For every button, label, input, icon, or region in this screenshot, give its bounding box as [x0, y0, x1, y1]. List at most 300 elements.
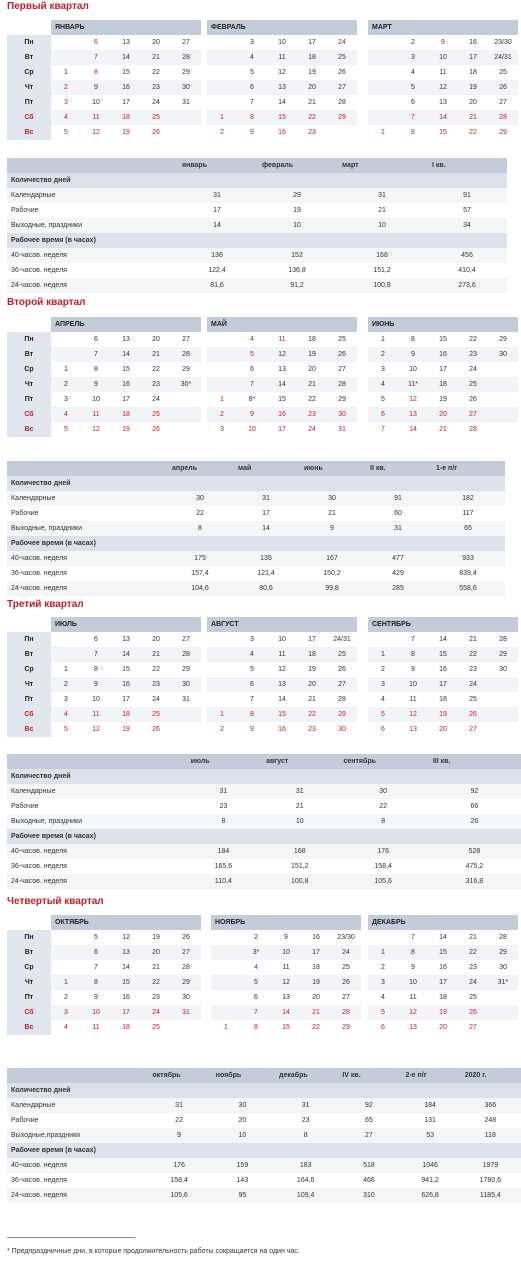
calendar-day: 2: [368, 347, 398, 362]
working-days-value: 22: [196, 510, 204, 517]
weekday-label: Сб: [7, 407, 51, 422]
month-name: АПРЕЛЬ: [51, 317, 201, 332]
row-label: Календарные: [7, 1098, 147, 1113]
calendar-day: 5: [94, 934, 98, 941]
column-header: IV кв.: [337, 1068, 400, 1083]
calendar-day: [211, 990, 241, 1005]
section-days-heading: Количество дней: [7, 769, 521, 784]
hours-24-value: 81,6: [177, 278, 257, 293]
calendar-day: [171, 392, 201, 407]
calendar-days-value: 30: [167, 491, 233, 506]
calendar-day: 4: [64, 1024, 68, 1031]
row-label: Выходные, праздники: [7, 218, 177, 233]
weekend-days-value: 10: [337, 218, 427, 233]
spacer: [201, 1005, 211, 1020]
calendar-days-value: 184: [400, 1098, 459, 1113]
calendar-day: [207, 377, 237, 392]
row-label: Календарные: [7, 491, 167, 506]
calendar-day: 7: [411, 636, 415, 643]
calendar-day: 28: [171, 50, 201, 65]
calendar-day: 23: [458, 347, 488, 362]
calendar-day: 11: [267, 50, 297, 65]
section-hours-heading: Рабочее время (в часах): [7, 829, 521, 844]
hours-24-value: 626,8: [400, 1188, 459, 1203]
column-header: сентябрь: [338, 754, 427, 769]
calendar-day: 21: [152, 964, 160, 971]
calendar-day: 10: [92, 696, 100, 703]
calendar-day: 18: [439, 696, 447, 703]
calendar-day: 14: [111, 647, 141, 662]
calendar-day: 5: [241, 975, 271, 990]
calendar-day: 12: [267, 347, 297, 362]
calendar-day: 3: [64, 396, 68, 403]
working-days-value: 17: [213, 207, 221, 214]
calendar-day: [207, 632, 237, 647]
calendar-day: 12: [398, 1005, 428, 1020]
calendar-day: 22: [458, 647, 488, 662]
working-days-value: 21: [295, 803, 304, 810]
calendar-day: [368, 95, 398, 110]
row-label: 36-часов. неделя: [11, 1177, 67, 1184]
spacer: [357, 662, 368, 677]
calendar-day: 20: [297, 677, 327, 692]
calendar-day: 2: [254, 934, 258, 941]
calendar-day: 18: [469, 69, 477, 76]
calendar-day: 12: [122, 934, 130, 941]
weekend-days-value: 65: [431, 521, 505, 536]
calendar-day: [211, 945, 241, 960]
calendar-day: 9: [398, 347, 428, 362]
calendar-day: 21: [141, 50, 171, 65]
hours-40-value: 167: [299, 551, 365, 566]
calendar-day: 19: [428, 707, 458, 722]
quarter-title: Первый квартал: [7, 1, 89, 12]
column-header: февраль: [257, 158, 337, 173]
calendar-day: 15: [428, 945, 458, 960]
calendar-day: 5: [381, 396, 385, 403]
calendar-day: 6: [94, 39, 98, 46]
calendar-grid: [7, 617, 518, 737]
weekend-days-value: 53: [400, 1128, 459, 1143]
row-label: 24-часов. неделя: [7, 874, 186, 889]
hours-24-value: 100,8: [337, 278, 427, 293]
calendar-day: 17: [428, 677, 458, 692]
calendar-day: 27: [327, 80, 357, 95]
calendar-day: 28: [488, 110, 518, 125]
calendar-day: 24/31: [488, 50, 518, 65]
calendar-days-value: 31: [147, 1098, 210, 1113]
hours-40-value: 136: [177, 248, 257, 263]
hours-40-value: 184: [186, 844, 261, 859]
calendar-day: 15: [122, 666, 130, 673]
spacer: [361, 1020, 368, 1035]
row-label: 36-часов. неделя: [11, 267, 67, 274]
calendar-day: 17: [439, 366, 447, 373]
hours-36-value: 157,4: [191, 570, 209, 577]
calendar-day: 21: [469, 636, 477, 643]
calendar-day: 30*: [171, 377, 201, 392]
weekday-label: Пт: [7, 692, 51, 707]
calendar-day: 16: [278, 726, 286, 733]
weekday-label: Вт: [7, 50, 51, 65]
calendar-day: 22: [297, 110, 327, 125]
calendar-day: 19: [428, 1005, 458, 1020]
hours-40-value: 176: [147, 1158, 210, 1173]
calendar-day: 10: [81, 1005, 111, 1020]
calendar-day: 1: [381, 129, 385, 136]
calendar-day: 2: [51, 677, 81, 692]
calendar-day: 6: [254, 994, 258, 1001]
calendar-day: 27: [469, 726, 477, 733]
calendar-day: 3: [64, 696, 68, 703]
row-label: 36-часов. неделя: [11, 863, 67, 870]
hours-24-value: 104,6: [167, 581, 233, 596]
spacer: [361, 930, 368, 945]
calendar-day: [171, 125, 201, 140]
calendar-day: 12: [409, 396, 417, 403]
hours-40-value: 135: [233, 551, 299, 566]
spacer: [361, 960, 368, 975]
calendar-day: [51, 930, 81, 945]
working-days-value: 17: [262, 510, 270, 517]
calendar-day: 16: [428, 347, 458, 362]
section-hours-heading: Рабочее время (в часах): [7, 233, 507, 248]
hours-36-value: 122,4: [208, 267, 226, 274]
spacer: [357, 65, 368, 80]
calendar-days-value: 182: [431, 491, 505, 506]
calendar-day: [51, 945, 81, 960]
hours-24-value: 109,4: [274, 1188, 337, 1203]
calendar-day: [211, 960, 241, 975]
calendar-day: 20: [312, 994, 320, 1001]
month-name: МАРТ: [368, 20, 518, 35]
row-label: Выходные,праздники: [7, 1128, 147, 1143]
footnote: * Предпраздничные дни, в которые продолжительность работы сокращается на один час.: [7, 1248, 300, 1255]
calendar-day: 22: [469, 336, 477, 343]
hours-40-value: 518: [337, 1158, 400, 1173]
calendar-day: 9: [81, 80, 111, 95]
section-hours-heading: Рабочее время (в часах): [7, 536, 505, 551]
row-label: Рабочие: [11, 207, 39, 214]
spacer: [357, 110, 368, 125]
hours-36-value: 941,2: [421, 1177, 439, 1184]
calendar-day: 17: [428, 975, 458, 990]
spacer: [357, 125, 368, 140]
calendar-day: 18: [111, 110, 141, 125]
calendar-day: 12: [92, 426, 100, 433]
calendar-day: 3: [381, 366, 385, 373]
calendar-day: 24: [469, 366, 477, 373]
calendar-day: 23: [469, 964, 477, 971]
calendar-day: 22: [297, 707, 327, 722]
calendar-grid: [7, 317, 518, 437]
calendar-day: 3: [368, 975, 398, 990]
calendar-grid: [7, 915, 518, 1035]
calendar-day: [488, 422, 518, 437]
calendar-day: 22: [458, 945, 488, 960]
calendar-day: 26: [331, 975, 361, 990]
calendar-day: [51, 960, 81, 975]
calendar-day: 27: [182, 636, 190, 643]
hours-36-value: 410,4: [458, 267, 476, 274]
column-header: апрель: [167, 461, 233, 476]
calendar-day: 13: [111, 945, 141, 960]
calendar-day: 5: [368, 707, 398, 722]
calendar-day: 18: [111, 707, 141, 722]
calendar-day: 30: [338, 726, 346, 733]
calendar-day: [207, 362, 237, 377]
calendar-days-value: 31: [186, 784, 261, 799]
hours-24-value: 110,4: [186, 874, 261, 889]
hours-24-value: 80,6: [233, 581, 299, 596]
hours-40-value: 477: [365, 551, 431, 566]
calendar-day: 6: [381, 726, 385, 733]
column-header: 1-е п/г: [431, 461, 505, 476]
weekday-label: Сб: [7, 707, 51, 722]
calendar-day: 20: [439, 726, 447, 733]
row-label: 36-часов. неделя: [11, 570, 67, 577]
calendar-day: 24: [338, 39, 346, 46]
hours-40-value: 168: [261, 844, 338, 859]
calendar-day: 19: [122, 726, 130, 733]
calendar-day: 23: [141, 377, 171, 392]
row-label: 40-часов. неделя: [7, 844, 186, 859]
month-name: НОЯБРЬ: [211, 915, 361, 930]
working-days-value: 23: [219, 803, 228, 810]
calendar-day: 26: [152, 726, 160, 733]
calendar-day: 28: [182, 964, 190, 971]
calendar-day: 28: [171, 647, 201, 662]
calendar-day: 17: [308, 39, 316, 46]
column-header: ноябрь: [211, 1068, 274, 1083]
calendar-day: [207, 692, 237, 707]
weekend-days-value: 10: [261, 814, 338, 829]
calendar-day: 9: [81, 677, 111, 692]
calendar-day: [51, 50, 81, 65]
calendar-day: 4: [51, 407, 81, 422]
calendar-day: 20: [152, 636, 160, 643]
spacer: [357, 95, 368, 110]
calendar-day: 14: [439, 934, 447, 941]
calendar-day: [171, 407, 201, 422]
hours-24-value: 1185,4: [460, 1188, 521, 1203]
calendar-day: 13: [278, 366, 286, 373]
hours-24-value: 105,6: [338, 874, 427, 889]
calendar-day: [368, 65, 398, 80]
calendar-day: 27: [182, 39, 190, 46]
weekday-label: Вс: [7, 1020, 51, 1035]
calendar-day: 28: [469, 426, 477, 433]
calendar-day: 10: [92, 99, 100, 106]
calendar-day: 10: [248, 426, 256, 433]
working-days-value: 57: [463, 207, 471, 214]
calendar-day: [488, 1005, 518, 1020]
calendar-days-value: 92: [428, 784, 521, 799]
calendar-day: 16: [439, 964, 447, 971]
calendar-day: 10: [278, 636, 286, 643]
calendar-day: 8: [237, 110, 267, 125]
month-name: СЕНТЯБРЬ: [368, 617, 518, 632]
calendar-day: 22: [141, 975, 171, 990]
spacer: [357, 35, 368, 50]
calendar-day: 22: [308, 396, 316, 403]
calendar-day: 19: [301, 975, 331, 990]
calendar-day: 15: [122, 366, 130, 373]
calendar-day: 16: [469, 39, 477, 46]
weekday-label: Пн: [7, 930, 51, 945]
calendar-day: 25: [141, 707, 171, 722]
calendar-day: 16: [312, 934, 320, 941]
calendar-day: 15: [267, 110, 297, 125]
working-days-value: 21: [378, 207, 386, 214]
hours-36-value: 475,2: [465, 863, 484, 870]
column-header: 2-е п/г: [400, 1068, 459, 1083]
calendar-day: 9: [411, 964, 415, 971]
calendar-day: [211, 1005, 241, 1020]
calendar-day: 4: [237, 647, 267, 662]
spacer: [201, 1020, 211, 1035]
calendar-day: 8: [237, 707, 267, 722]
calendar-days-value: 30: [338, 784, 427, 799]
calendar-day: 20: [428, 407, 458, 422]
calendar-day: 11: [278, 336, 286, 343]
calendar-day: 23/30: [337, 934, 355, 941]
calendar-day: 11: [409, 696, 417, 703]
row-label: Календарные: [7, 784, 186, 799]
calendar-day: [171, 422, 201, 437]
calendar-day: 2: [381, 964, 385, 971]
hours-40-value: 1046: [400, 1158, 459, 1173]
calendar-day: 24: [152, 396, 160, 403]
calendar-day: 24/31: [333, 636, 351, 643]
calendar-day: 6: [368, 407, 398, 422]
quarter-title: Второй квартал: [7, 297, 86, 308]
spacer: [357, 362, 368, 377]
calendar-days-value: 30: [211, 1098, 274, 1113]
column-header: декабрь: [274, 1068, 337, 1083]
calendar-day: [207, 80, 237, 95]
calendar-day: 3: [250, 636, 254, 643]
calendar-day: 9: [94, 994, 98, 1001]
calendar-day: 8: [94, 366, 98, 373]
calendar-day: 26: [338, 69, 346, 76]
calendar-day: 26: [152, 129, 160, 136]
calendar-day: 8: [254, 1024, 258, 1031]
weekday-label: Вт: [7, 945, 51, 960]
calendar-day: 4: [381, 696, 385, 703]
hours-24-value: 273,6: [427, 278, 507, 293]
calendar-day: 14: [428, 110, 458, 125]
hours-24-value: 105,6: [147, 1188, 210, 1203]
calendar-day: 21: [308, 99, 316, 106]
weekend-days-value: 118: [460, 1128, 521, 1143]
working-days-value: 23: [301, 1117, 310, 1124]
month-name: МАЙ: [207, 317, 357, 332]
calendar-day: 4: [250, 336, 254, 343]
column-header: июль: [186, 754, 261, 769]
calendar-day: 16: [278, 129, 286, 136]
calendar-day: 10: [271, 945, 301, 960]
calendar-day: 3: [51, 1005, 81, 1020]
calendar-day: 9: [250, 129, 254, 136]
weekend-days-value: 34: [427, 218, 507, 233]
calendar-day: 4: [51, 707, 81, 722]
calendar-day: [368, 80, 398, 95]
quarter-summary-table: [7, 1068, 521, 1203]
calendar-day: 28: [338, 99, 346, 106]
spacer: [357, 347, 368, 362]
calendar-day: 23/30: [494, 39, 512, 46]
calendar-day: 24: [458, 677, 488, 692]
calendar-day: [207, 677, 237, 692]
spacer: [361, 990, 368, 1005]
calendar-day: 11: [267, 647, 297, 662]
calendar-days-value: 31: [274, 1098, 337, 1113]
calendar-day: 26: [458, 707, 488, 722]
hours-40-value: 152: [257, 248, 337, 263]
hours-36-value: 1780,6: [479, 1177, 502, 1184]
calendar-day: 3: [368, 677, 398, 692]
calendar-day: 25: [141, 110, 171, 125]
calendar-day: 7: [381, 426, 385, 433]
calendar-day: 18: [297, 50, 327, 65]
calendar-day: [368, 35, 398, 50]
calendar-day: 1: [64, 69, 68, 76]
spacer: [357, 377, 368, 392]
calendar-day: 22: [152, 666, 160, 673]
calendar-days-value: 92: [337, 1098, 400, 1113]
calendar-day: 17: [111, 1005, 141, 1020]
hours-40-value: 183: [274, 1158, 337, 1173]
weekday-label: Ср: [7, 65, 51, 80]
calendar-day: 31: [182, 696, 190, 703]
calendar-day: 1: [224, 1024, 228, 1031]
calendar-day: 2: [220, 726, 224, 733]
spacer: [357, 617, 368, 632]
column-header: март: [337, 158, 427, 173]
spacer: [201, 990, 211, 1005]
calendar-day: [488, 392, 518, 407]
quarter-title: Третий квартал: [7, 599, 84, 610]
calendar-day: 21: [469, 934, 477, 941]
calendar-day: 8*: [248, 396, 256, 403]
hours-36-value: 151,2: [373, 267, 391, 274]
calendar-day: 16: [111, 677, 141, 692]
working-days-value: 21: [328, 510, 336, 517]
calendar-day: 22: [152, 69, 160, 76]
calendar-day: 15: [111, 975, 141, 990]
calendar-day: 15: [428, 647, 458, 662]
calendar-day: 27: [342, 994, 350, 1001]
weekend-days-value: 8: [167, 521, 233, 536]
calendar-day: 30: [171, 80, 201, 95]
calendar-day: 12: [278, 666, 286, 673]
calendar-day: 23: [141, 80, 171, 95]
calendar-day: 26: [152, 426, 160, 433]
calendar-day: [368, 930, 398, 945]
column-header: август: [261, 754, 338, 769]
hours-36-value: 158,4: [374, 863, 392, 870]
weekend-days-value: 14: [233, 521, 299, 536]
calendar-day: 21: [308, 696, 316, 703]
calendar-day: 10: [398, 975, 428, 990]
working-days-value: 66: [470, 803, 479, 810]
calendar-day: 5: [64, 129, 68, 136]
hours-40-value: 159: [211, 1158, 274, 1173]
spacer: [201, 915, 211, 930]
calendar-day: 31: [171, 1005, 201, 1020]
calendar-day: 1: [368, 647, 398, 662]
